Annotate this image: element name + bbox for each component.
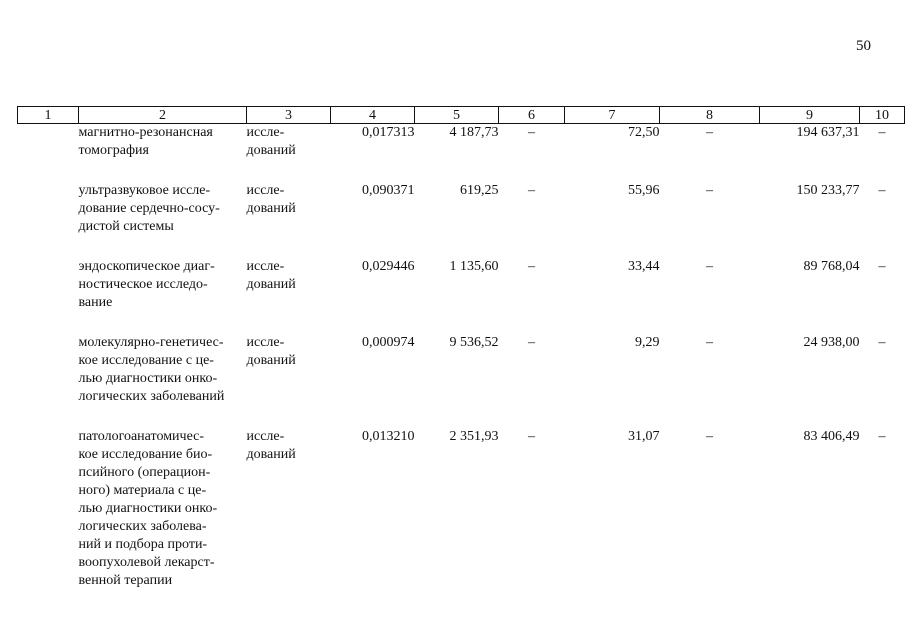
per-capita-norm: 55,96 bbox=[628, 183, 660, 198]
unit-of-measure bbox=[247, 428, 331, 596]
column-header: 4 bbox=[331, 107, 415, 124]
service-name-line: томография bbox=[78, 143, 149, 158]
total-amount: 24 938,00 bbox=[803, 335, 860, 350]
unit-cost: 619,25 bbox=[460, 183, 499, 198]
column-number-row bbox=[18, 107, 905, 124]
row-spacer-cell bbox=[18, 318, 905, 334]
column-header: 7 bbox=[565, 107, 660, 124]
service-name-line: логических заболеваний bbox=[78, 389, 225, 404]
service-name bbox=[79, 258, 247, 318]
unit-of-measure bbox=[247, 258, 331, 318]
volume-per-person: 0,090371 bbox=[362, 183, 415, 198]
unit-of-measure bbox=[247, 334, 331, 412]
unit-of-measure bbox=[247, 124, 331, 167]
per-capita-norm: 33,44 bbox=[628, 259, 660, 274]
per-capita-norm: 72,50 bbox=[628, 125, 660, 140]
column-header: 8 bbox=[660, 107, 760, 124]
unit-of-measure-line: дований bbox=[246, 143, 296, 158]
column-header: 2 bbox=[79, 107, 247, 124]
unit-cost: 4 187,73 bbox=[449, 125, 499, 140]
service-name-line: молекулярно-генетичес- bbox=[78, 335, 224, 350]
cell-col-1 bbox=[18, 258, 79, 318]
cell-col-10: – bbox=[878, 259, 886, 274]
total-amount: 150 233,77 bbox=[796, 183, 860, 198]
cell-col-1 bbox=[18, 428, 79, 596]
table-body bbox=[18, 124, 905, 597]
table-row bbox=[18, 258, 905, 318]
volume-per-person: 0,000974 bbox=[362, 335, 415, 350]
service-name-line: венной терапии bbox=[78, 573, 173, 588]
service-name-line: дистой системы bbox=[78, 219, 174, 234]
service-name-line: ний и подбора проти- bbox=[78, 537, 208, 552]
column-header: 5 bbox=[415, 107, 499, 124]
cell-col-6: – bbox=[528, 429, 535, 444]
service-name-line: кое исследование с це- bbox=[78, 353, 214, 368]
unit-cost: 2 351,93 bbox=[449, 429, 499, 444]
cell-col-10: – bbox=[878, 125, 886, 140]
cell-col-8: – bbox=[706, 335, 713, 350]
cell-col-10: – bbox=[878, 429, 886, 444]
service-name-line: воопухолевой лекарст- bbox=[78, 555, 215, 570]
unit-of-measure-line: иссле- bbox=[246, 429, 285, 444]
service-name-line: дование сердечно-сосу- bbox=[78, 201, 220, 216]
row-spacer bbox=[18, 242, 905, 258]
cell-col-6: – bbox=[528, 183, 535, 198]
volume-per-person: 0,029446 bbox=[362, 259, 415, 274]
row-spacer bbox=[18, 166, 905, 182]
row-spacer-cell bbox=[18, 412, 905, 428]
service-name-line: кое исследование био- bbox=[78, 447, 213, 462]
service-name bbox=[79, 182, 247, 242]
column-header: 10 bbox=[860, 107, 905, 124]
unit-of-measure-line: дований bbox=[246, 277, 296, 292]
service-name bbox=[79, 124, 247, 167]
table-row bbox=[18, 334, 905, 412]
unit-of-measure-line: дований bbox=[246, 201, 296, 216]
cell-col-1 bbox=[18, 124, 79, 167]
row-spacer bbox=[18, 412, 905, 428]
service-name-line: патологоанатомичес- bbox=[78, 429, 205, 444]
table-row bbox=[18, 428, 905, 596]
row-spacer bbox=[18, 318, 905, 334]
per-capita-norm: 31,07 bbox=[628, 429, 660, 444]
service-name-line: ного) материала с це- bbox=[78, 483, 207, 498]
service-name-line: логических заболева- bbox=[78, 519, 207, 534]
cell-col-8: – bbox=[706, 183, 713, 198]
column-header: 3 bbox=[247, 107, 331, 124]
cell-col-8: – bbox=[706, 125, 713, 140]
cell-col-8: – bbox=[706, 259, 713, 274]
unit-of-measure-line: иссле- bbox=[246, 125, 285, 140]
unit-of-measure-line: иссле- bbox=[246, 259, 285, 274]
table-row bbox=[18, 124, 905, 167]
volume-per-person: 0,017313 bbox=[362, 125, 415, 140]
unit-of-measure bbox=[247, 182, 331, 242]
cell-col-8: – bbox=[706, 429, 713, 444]
service-name-line: ультразвуковое иссле- bbox=[78, 183, 211, 198]
cell-col-10: – bbox=[878, 335, 886, 350]
service-name bbox=[79, 428, 247, 596]
cell-col-1 bbox=[18, 334, 79, 412]
table-row bbox=[18, 182, 905, 242]
service-name-line: лью диагностики онко- bbox=[78, 371, 218, 386]
volume-per-person: 0,013210 bbox=[362, 429, 415, 444]
cell-col-6: – bbox=[528, 125, 535, 140]
column-header: 1 bbox=[18, 107, 79, 124]
row-spacer-cell bbox=[18, 242, 905, 258]
service-name-line: магнитно-резонансная bbox=[78, 125, 213, 140]
service-name bbox=[79, 334, 247, 412]
per-capita-norm: 9,29 bbox=[635, 335, 660, 350]
column-header: 6 bbox=[499, 107, 565, 124]
cell-col-6: – bbox=[528, 335, 535, 350]
total-amount: 194 637,31 bbox=[796, 125, 860, 140]
unit-of-measure-line: дований bbox=[246, 353, 296, 368]
total-amount: 89 768,04 bbox=[803, 259, 860, 274]
unit-of-measure-line: иссле- bbox=[246, 183, 285, 198]
service-name-line: вание bbox=[78, 295, 113, 310]
column-header: 9 bbox=[760, 107, 860, 124]
data-table bbox=[17, 106, 905, 596]
cell-col-10: – bbox=[878, 183, 886, 198]
service-name-line: лью диагностики онко- bbox=[78, 501, 218, 516]
service-name-line: псийного (операцион- bbox=[78, 465, 211, 480]
page-number: 50 bbox=[856, 38, 871, 54]
unit-of-measure-line: иссле- bbox=[246, 335, 285, 350]
unit-of-measure-line: дований bbox=[246, 447, 296, 462]
unit-cost: 9 536,52 bbox=[449, 335, 499, 350]
cell-col-6: – bbox=[528, 259, 535, 274]
service-name-line: эндоскопическое диаг- bbox=[78, 259, 215, 274]
row-spacer-cell bbox=[18, 166, 905, 182]
service-name-line: ностическое исследо- bbox=[78, 277, 208, 292]
unit-cost: 1 135,60 bbox=[449, 259, 499, 274]
cell-col-1 bbox=[18, 182, 79, 242]
total-amount: 83 406,49 bbox=[803, 429, 860, 444]
